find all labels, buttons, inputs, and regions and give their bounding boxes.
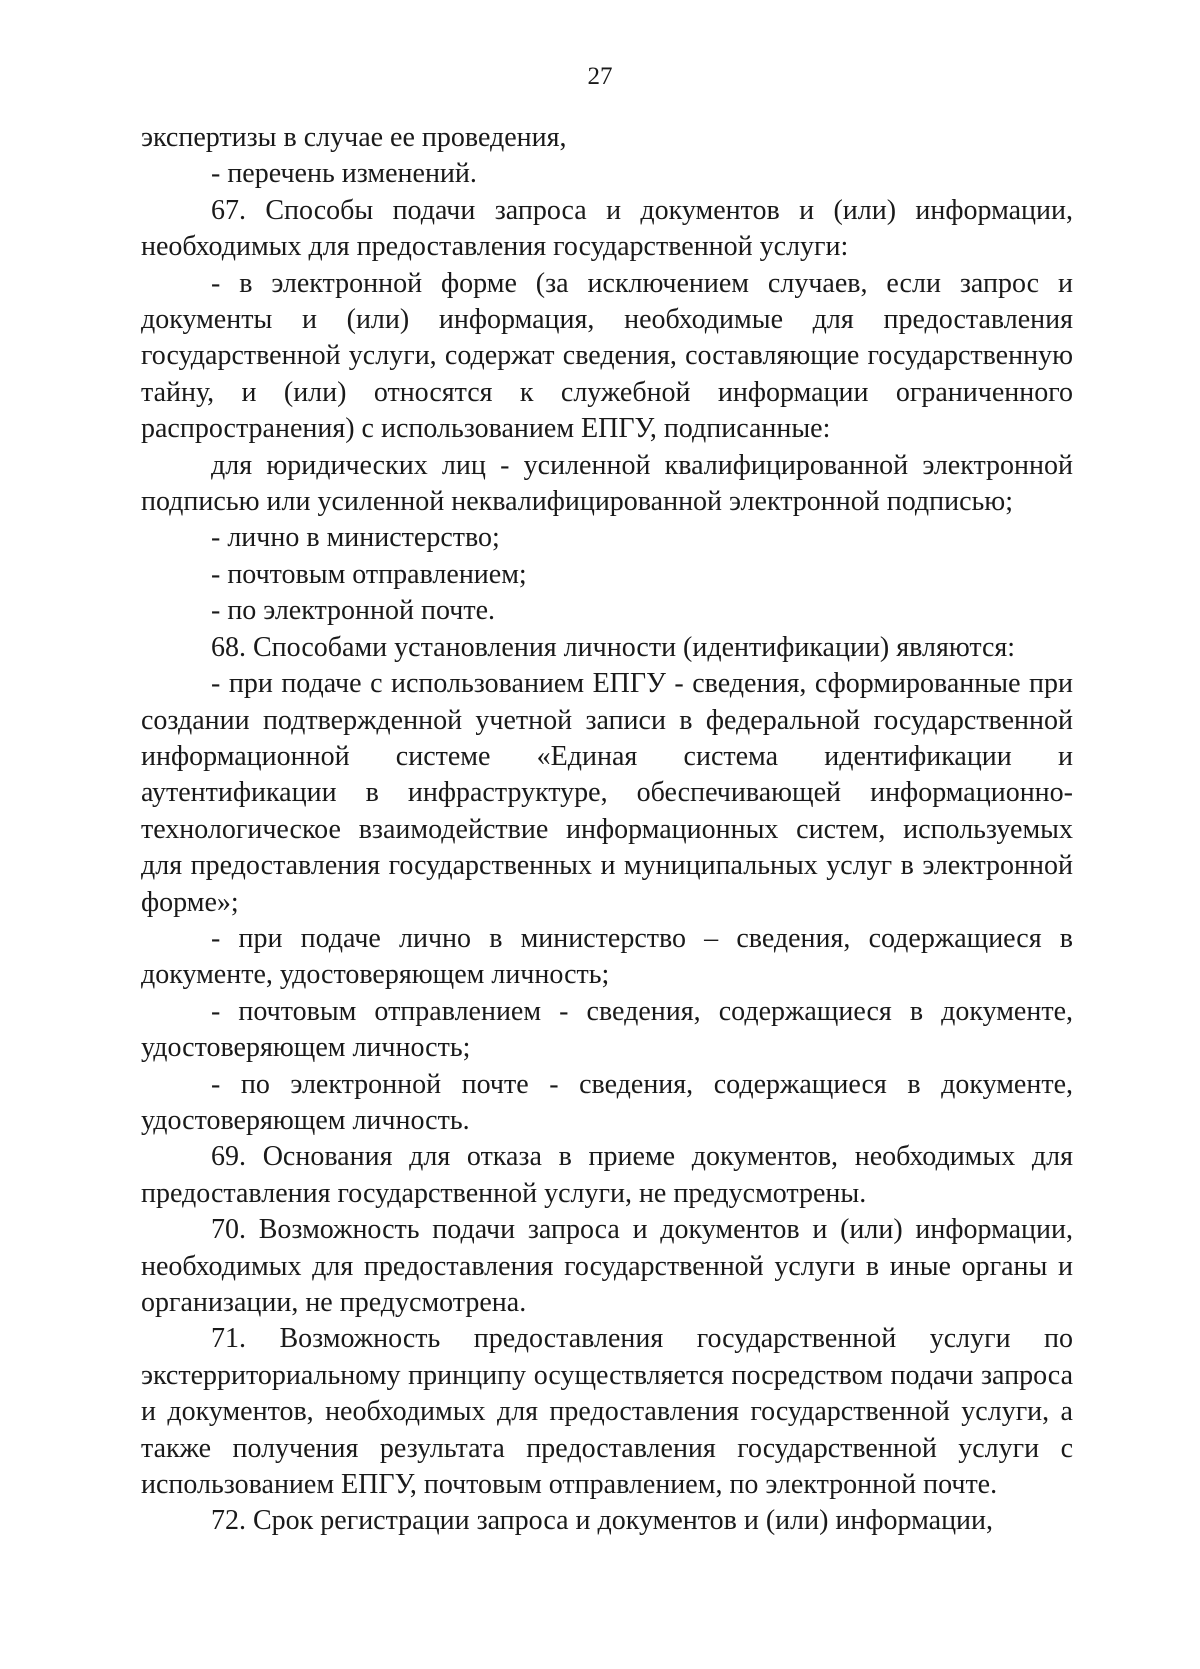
list-item-postal: - почтовым отправлением; — [211, 558, 527, 590]
list-item-changes: - перечень изменений. — [211, 158, 477, 190]
paragraph-68: 68. Способами установления личности (идентификации) являются: — [211, 631, 1016, 663]
paragraph-70: 70. Возможность подачи запроса и документов и (или) информации, необходимых для предоставления государственной услуги в иные органы и организации, не предусмотрена. — [141, 1214, 1073, 1318]
list-item-in-person-identification: - при подаче лично в министерство – сведения, содержащиеся в документе, удостоверяющем личность; — [141, 922, 1073, 991]
paragraph-continuation: экспертизы в случае ее проведения, — [141, 122, 567, 153]
list-item-postal-identification: - почтовым отправлением - сведения, содержащиеся в документе, удостоверяющем личность; — [141, 995, 1073, 1064]
list-item-email: - по электронной почте. — [211, 595, 495, 627]
document-body — [141, 120, 1073, 1540]
list-item-epgu-identification: - при подаче с использованием ЕПГУ - сведения, сформированные при создании подтвержденной учетной записи в федеральной государственной информационной системе «Единая система идентификации и аутентификации в инфраструктуре, обеспечивающей информационно-технологическое взаимодействие информационных систем, используемых для предоставления государственных и муниципальных услуг в электронной форме»; — [141, 668, 1073, 918]
paragraph-67: 67. Способы подачи запроса и документов и (или) информации, необходимых для предоставления государственной услуги: — [141, 194, 1073, 263]
paragraph-71: 71. Возможность предоставления государственной услуги по экстерриториальному принципу осуществляется посредством подачи запроса и документов, необходимых для предоставления государственной услуги, а также получения результата предоставления государственной услуги с использованием ЕПГУ, почтовым отправлением, по электронной почте. — [141, 1323, 1073, 1501]
paragraph-69: 69. Основания для отказа в приеме документов, необходимых для предоставления государственной услуги, не предусмотрены. — [141, 1141, 1073, 1209]
list-item-in-person: - лично в министерство; — [211, 522, 500, 554]
list-item-email-identification: - по электронной почте - сведения, содержащиеся в документе, удостоверяющем личность. — [141, 1068, 1073, 1136]
list-item-electronic-form: - в электронной форме (за исключением случаев, если запрос и документы и (или) информация, необходимые для предоставления государственной услуги, содержат сведения, составляющие государственную тайну, и (или) относятся к служебной информации ограниченного распространения) с использованием ЕПГУ, подписанные: — [141, 267, 1073, 445]
page-number: 27 — [587, 63, 613, 90]
paragraph-72: 72. Срок регистрации запроса и документов и (или) информации, — [211, 1505, 994, 1537]
paragraph-legal-entities: для юридических лиц - усиленной квалифицированной электронной подписью или усиленной неквалифицированной электронной подписью; — [141, 449, 1073, 518]
